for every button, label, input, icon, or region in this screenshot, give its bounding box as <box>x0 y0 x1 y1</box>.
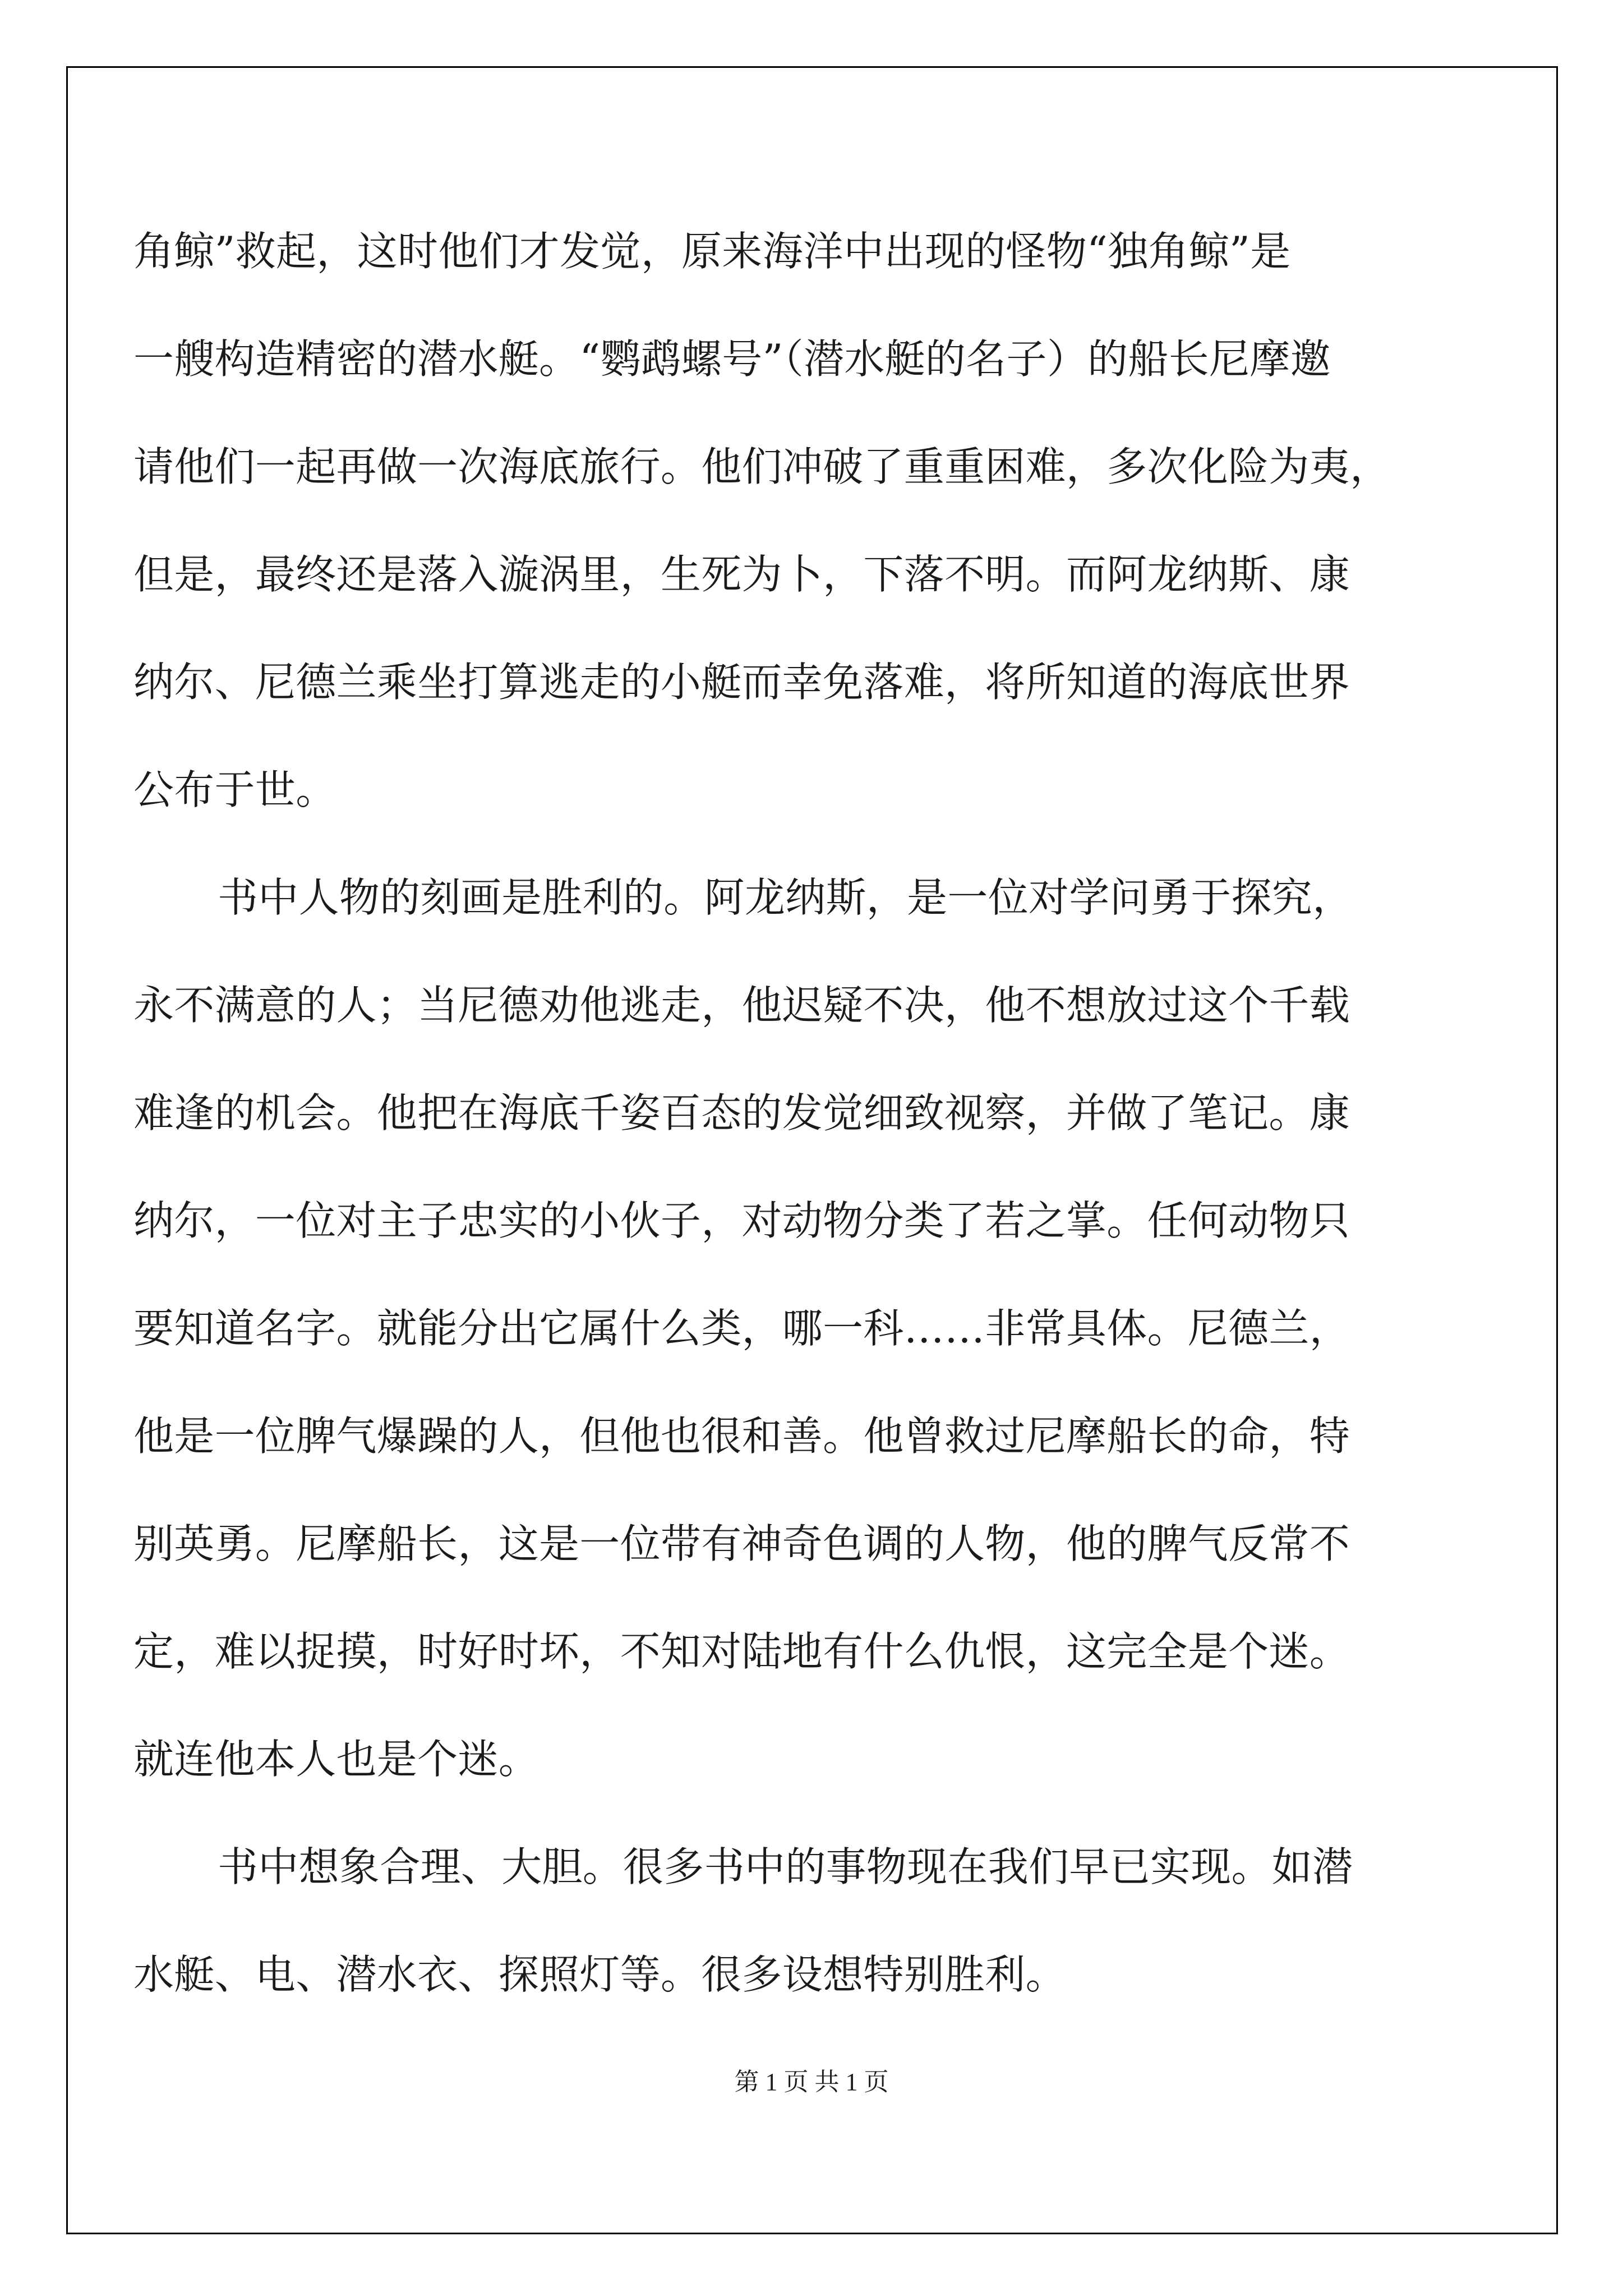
document-body <box>133 206 1485 2037</box>
paragraph-3 <box>133 1822 1485 2037</box>
text-line: 请他们一起再做一次海底旅行。他们冲破了重重困难，多次化险为夷， <box>133 443 1391 490</box>
paragraph-1 <box>133 206 1485 853</box>
page-number-footer: 第 1 页 共 1 页 <box>734 2068 889 2096</box>
text-line: 但是，最终还是落入漩涡里，生死为卜，下落不明。而阿龙纳斯、康 <box>133 551 1350 598</box>
text-line: 公布于世。 <box>133 766 336 813</box>
text-line: 书中想象合理、大胆。很多书中的事物现在我们早已实现。如潜 <box>218 1843 1353 1890</box>
text-line: 角鲸”救起，这时他们才发觉，原来海洋中出现的怪物“独角鲸”是 <box>133 228 1291 275</box>
paragraph-2 <box>133 853 1485 1822</box>
text-line: 纳尔，一位对主子忠实的小伙子，对动物分类了若之掌。任何动物只 <box>133 1197 1350 1244</box>
text-line: 定，难以捉摸，时好时坏，不知对陆地有什么仇恨，这完全是个迷。 <box>133 1628 1350 1675</box>
text-line: 永不满意的人；当尼德劝他逃走，他迟疑不决，他不想放过这个千载 <box>133 982 1350 1029</box>
text-line: 书中人物的刻画是胜利的。阿龙纳斯，是一位对学问勇于探究， <box>218 874 1353 921</box>
text-line: 水艇、电、潜水衣、探照灯等。很多设想特别胜利。 <box>133 1951 1066 1998</box>
text-line: 别英勇。尼摩船长，这是一位带有神奇色调的人物，他的脾气反常不 <box>133 1520 1350 1567</box>
text-line: 就连他本人也是个迷。 <box>133 1736 540 1783</box>
text-line: 难逢的机会。他把在海底千姿百态的发觉细致视察，并做了笔记。康 <box>133 1089 1350 1137</box>
text-line: 要知道名字。就能分出它属什么类，哪一科……非常具体。尼德兰， <box>133 1305 1350 1352</box>
text-line: 他是一位脾气爆躁的人，但他也很和善。他曾救过尼摩船长的命，特 <box>133 1412 1350 1460</box>
text-line: 一艘构造精密的潜水艇。“鹦鹉螺号”（潜水艇的名子）的船长尼摩邀 <box>133 335 1331 383</box>
text-line: 纳尔、尼德兰乘坐打算逃走的小艇而幸免落难，将所知道的海底世界 <box>133 659 1350 706</box>
